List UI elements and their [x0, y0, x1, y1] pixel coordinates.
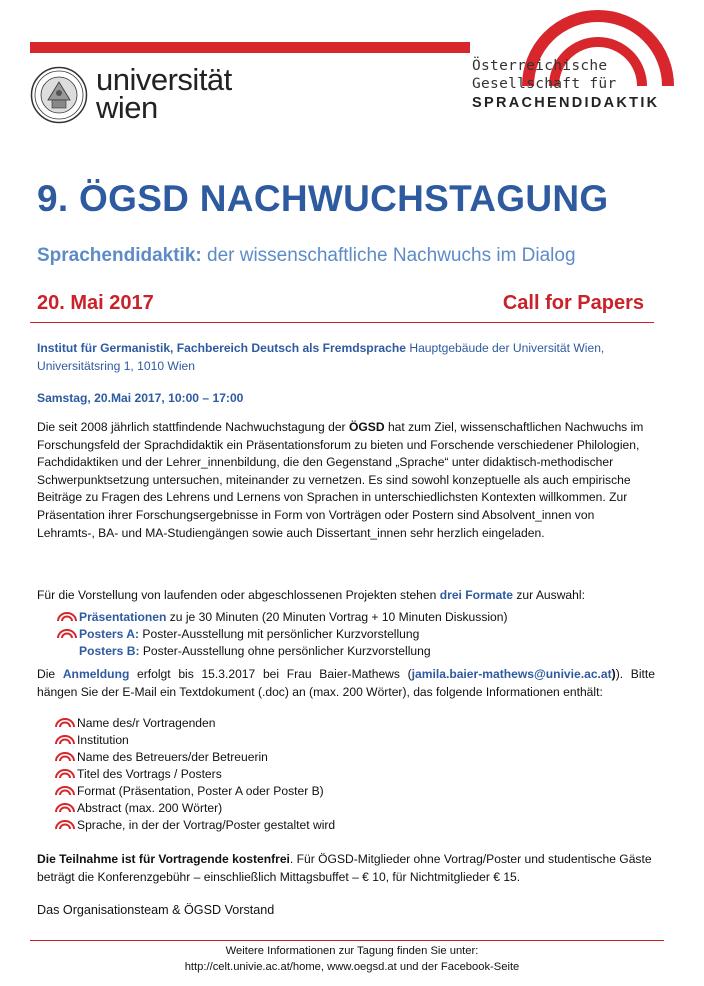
arc-bullet-icon [55, 820, 75, 829]
event-date-heading: 20. Mai 2017 [37, 292, 154, 314]
venue-info [37, 340, 657, 375]
university-seal-logo [30, 66, 88, 124]
venue-address: Hauptgebäude der Universität Wien, Universitätsring 1, 1010 Wien [37, 341, 605, 373]
footer-info-line: Weitere Informationen zur Tagung finden Sie unter: [225, 945, 479, 957]
formats-intro-post: zur Auswahl: [513, 588, 585, 602]
arc-bullet-icon [55, 752, 75, 761]
required-item: Format (Präsentation, Poster A oder Poster B) [77, 784, 324, 798]
university-name-line2: wien [96, 90, 158, 125]
society-name-line3: SPRACHENDIDAKTIK [472, 95, 660, 111]
format-item [79, 609, 508, 626]
registration-pre: Die [37, 667, 63, 681]
required-item: Sprache, in der der Vortrag/Poster gestaltet wird [77, 818, 336, 832]
format-item-label: Posters A: [79, 627, 140, 641]
registration-paragraph [37, 666, 655, 701]
call-for-papers-heading: Call for Papers [502, 292, 644, 314]
signature: Das Organisationsteam & ÖGSD Vorstand [37, 903, 275, 917]
venue-institute: Institut für Germanistik, Fachbereich Deutsch als Fremdsprache [37, 341, 406, 355]
registration-post: ). Bitte hängen Sie der E-Mail ein Textdokument (.doc) an (max. 200 Wörter), das folgende Informationen enthält: [37, 667, 655, 699]
format-item [79, 643, 431, 660]
format-item-text: Poster-Ausstellung ohne persönlicher Kurzvorstellung [139, 644, 431, 658]
formats-intro-pre: Für die Vorstellung von laufenden oder abgeschlossenen Projekten stehen [37, 588, 440, 602]
format-item-label: Präsentationen [79, 610, 167, 624]
required-item: Name des Betreuers/der Betreuerin [77, 750, 268, 764]
footer-divider [30, 940, 664, 941]
required-item: Abstract (max. 200 Wörter) [77, 801, 223, 815]
fees-rest: . Für ÖGSD-Mitglieder ohne Vortrag/Poster und studentische Gäste beträgt die Konferenzgebühr – einschließlich Mittagsbuffet – € 10, für Nichtmitglieder € 15. [37, 852, 652, 884]
required-item: Name des/r Vortragenden [77, 716, 216, 730]
format-item-text: Poster-Ausstellung mit persönlicher Kurzvorstellung [139, 627, 420, 641]
registration-mid: erfolgt bis 15.3.2017 bei Frau Baier-Mathews ( [129, 667, 412, 681]
arc-bullet-icon [55, 769, 75, 778]
intro-part2: hat zum Ziel, wissenschaftlichen Nachwuchs im Forschungsfeld der Sprachdidaktik ein Präsentationsforum zu bieten und Forschende verschiedener Philologien, Fachdidaktiken und der Lehrer_innenbildung, die den Gegenstand „Sprache“ unter didaktisch-methodischer Schwerpunktsetzung untersuchen, miteinander zu vernetzen. Es sind sowohl konzeptuelle als auch empirische Beiträge zu Fragen des Lehrens und Lernens von Sprachen in unterschiedlichsten Kontexten willkommen. Zur Präsentation ihrer Forschungsergebnisse in Form von Vorträgen oder Postern sind Absolvent_innen von Lehramts-, BA- und MA-Studiengängen sowie auch Dissertant_innen sehr herzlich eingeladen. [37, 420, 644, 540]
required-item: Institution [77, 733, 129, 747]
intro-paragraph [37, 419, 655, 542]
fees-bold: Die Teilnahme ist für Vortragende kostenfrei [37, 852, 290, 866]
format-item [79, 626, 419, 643]
registration-post-bold: ) [611, 667, 616, 681]
university-name-line1: universität [96, 62, 232, 97]
society-name-line1: Österreichische [472, 58, 608, 74]
registration-highlight: Anmeldung [62, 667, 130, 681]
formats-intro-highlight: drei Formate [439, 588, 513, 602]
format-item-text: zu je 30 Minuten (20 Minuten Vortrag + 10 Minuten Diskussion) [166, 610, 508, 624]
subtitle [37, 245, 576, 267]
subtitle-lead: Sprachendidaktik: [37, 245, 202, 266]
intro-part1: Die seit 2008 jährlich stattfindende Nachwuchstagung der [37, 420, 349, 434]
required-item: Titel des Vortrags / Posters [77, 767, 222, 781]
university-name [96, 62, 232, 125]
arc-bullet-icon [55, 786, 75, 795]
arc-bullet-icon [55, 735, 75, 744]
header-red-bar [30, 42, 470, 53]
format-item-label: Posters B: [79, 644, 140, 658]
arc-bullet-icon [55, 803, 75, 812]
arc-bullet-icon [57, 612, 77, 621]
oegsd-arc-logo [518, 6, 678, 86]
subtitle-rest: der wissenschaftliche Nachwuchs im Dialog [201, 245, 576, 266]
footer-links-line[interactable]: http://celt.univie.ac.at/home, www.oegsd.at und der Facebook-Seite [184, 961, 520, 973]
page-title: 9. ÖGSD NACHWUCHSTAGUNG [37, 178, 609, 219]
intro-bold: ÖGSD [348, 420, 385, 434]
fees-paragraph [37, 851, 655, 886]
event-datetime: Samstag, 20.Mai 2017, 10:00 – 17:00 [37, 391, 244, 405]
registration-email-link[interactable]: jamila.baier-mathews@univie.ac.at [411, 667, 612, 681]
arc-bullet-icon [57, 629, 77, 638]
heading-divider [30, 322, 654, 323]
formats-intro [37, 587, 655, 605]
society-name-line2: Gesellschaft für [472, 76, 617, 92]
arc-bullet-icon [55, 718, 75, 727]
